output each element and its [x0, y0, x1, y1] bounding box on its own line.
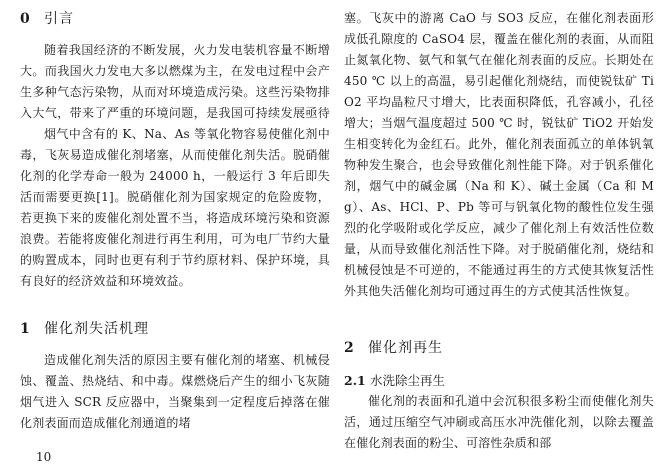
section-heading-1: [20, 318, 330, 340]
intro-paragraph-1: 随着我国经济的不断发展，火力发电装机容量不断增大。而我国火力发电大多以燃煤为主，在发电过程中会产生多种气态污染物，从而对环境造成污染。这些污染物排入大气，带来了严重的环境问题，是我国可持续发展亟待: [20, 43, 330, 120]
section-title: 催化剂失活机理: [44, 321, 149, 337]
section-heading-intro: [20, 8, 330, 30]
section-title: 催化剂再生: [368, 340, 443, 356]
section-number: 0: [20, 11, 30, 27]
subsection-2-1-paragraph-1: 催化剂的表面和孔道中会沉积很多粉尘而使催化剂失活，通过压缩空气冲刷或高压水冲洗催化剂，以除去覆盖在催化剂表面的粉尘、可溶性杂质和部: [344, 394, 654, 450]
section-1-paragraph-continued: 塞。飞灰中的游离 CaO 与 SO3 反应，在催化剂表面形成低孔隙度的 CaSO4 层，覆盖在催化剂的表面，从而阻止氮氧化物、氨气和氧气在催化剂表面的反应。长期处在 450 ℃ 以上的高温，易引起催化剂烧结，而使锐钛矿 TiO2 平均晶粒尺寸增大，比表面积降低，孔容减小，孔径增大；当烟气温度超过 500 ℃ 时，锐钛矿 TiO2 开始发生相变转化为金红石。此外，催化剂表面孤立的单体钒氧物种发生聚合，也会导致催化剂性能下降。对于钒系催化剂，烟气中的碱金属（Na 和 K）、碱土金属（Ca 和 Mg）、As、HCl、P、Pb 等可与钒氧化物的酸性位发生强烈的化学吸附或化学反应，减少了催化剂上有效活性位数量，从而导致催化剂活性下降。对于脱硝催化剂，烧结和机械侵蚀是不可逆的，不能通过再生的方式使其恢复活性外其他失活催化剂均可通过再生的方式使其活性恢复。: [344, 11, 654, 298]
page-number: 10: [36, 450, 52, 464]
subsection-title: 水洗除尘再生: [370, 373, 446, 388]
intro-paragraph-2: 烟气中含有的 K、Na、As 等氧化物容易使催化剂中毒，飞灰易造成催化剂堵塞，从而使催化剂失活。脱硝催化剂的化学寿命一般为 24000 h，一般运行 3 年后即失活而需要更换[1]。脱硝催化剂为国家规定的危险废物，若更换下来的废催化剂处置不当，将造成环境污染和资源浪费。若能将废催化剂进行再生利用，可为电厂节约大量的购置成本，同时也更有利于节约原材料、保护环境，具有良好的经济效益和环境效益。: [20, 127, 330, 288]
subsection-number: 2.1: [344, 373, 366, 388]
section-1-paragraph-1: 造成催化剂失活的原因主要有催化剂的堵塞、机械侵蚀、覆盖、热烧结、和中毒。煤燃烧后产生的细小飞灰随烟气进入 SCR 反应器中，当聚集到一定程度后掉落在催化剂表面而造成催化剂通道的堵: [20, 353, 330, 430]
left-column: [20, 0, 330, 434]
right-column: [344, 8, 654, 454]
section-number: 1: [20, 321, 30, 337]
section-number: 2: [344, 340, 354, 356]
section-heading-2: [344, 337, 654, 359]
subsection-heading-2-1: [344, 371, 654, 391]
section-title: 引言: [44, 11, 74, 27]
